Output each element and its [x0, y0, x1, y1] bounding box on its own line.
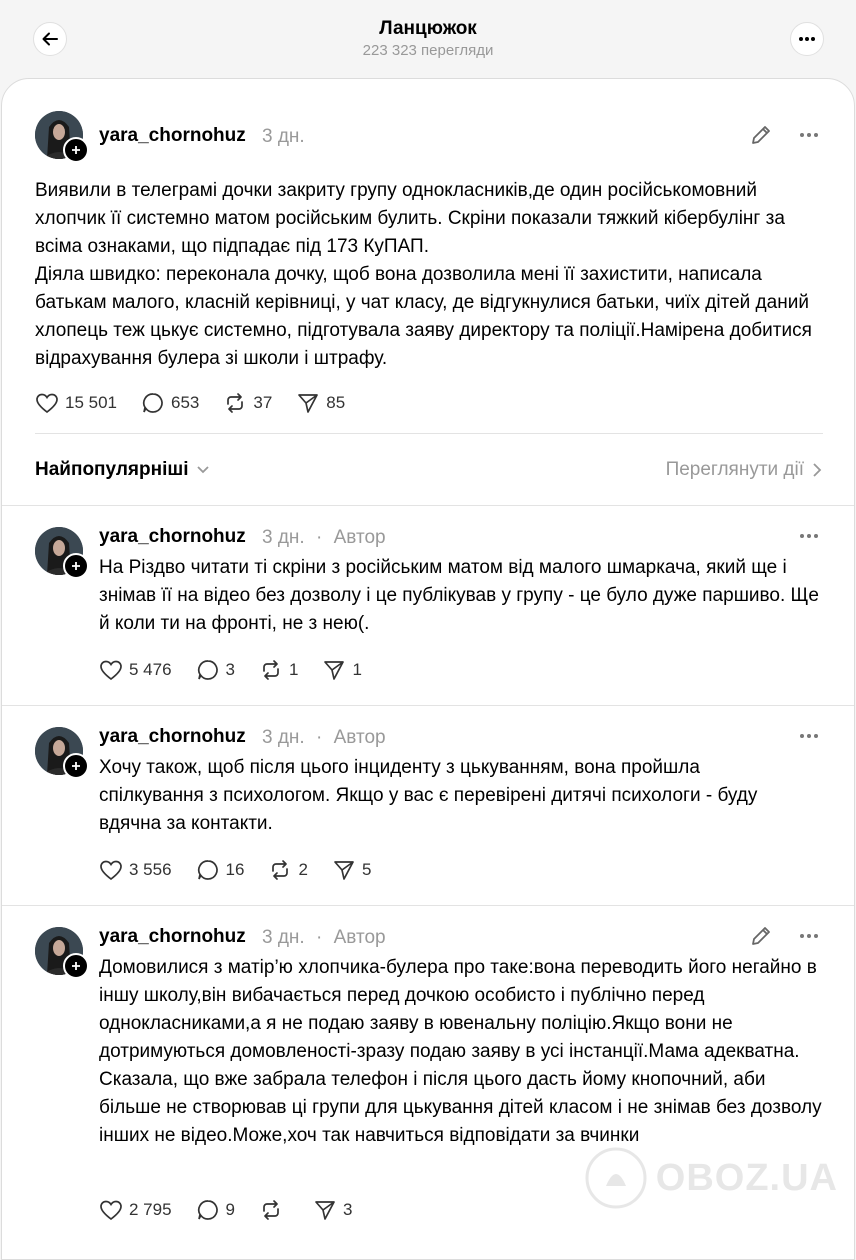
- top-bar: [0, 0, 856, 78]
- comment-icon: [196, 858, 220, 882]
- username[interactable]: yara_chornohuz: [99, 926, 246, 947]
- follow-plus-icon[interactable]: [63, 137, 89, 163]
- chevron-down-icon: [196, 465, 210, 475]
- share-button[interactable]: [313, 1198, 352, 1222]
- comment-icon: [196, 658, 220, 682]
- repost-icon: [259, 658, 283, 682]
- send-icon: [322, 658, 346, 682]
- send-icon: [296, 391, 320, 415]
- likes-count: 15 501: [65, 393, 117, 412]
- share-button[interactable]: [322, 658, 361, 682]
- heart-icon: [99, 1199, 123, 1221]
- send-icon: [313, 1198, 337, 1222]
- reply-time: 3 дн.: [262, 927, 305, 948]
- author-badge: Автор: [333, 927, 386, 948]
- username[interactable]: yara_chornohuz: [99, 726, 246, 747]
- post-text: [35, 177, 825, 373]
- comment-icon: [141, 391, 165, 415]
- reply-time: 3 дн.: [262, 527, 305, 548]
- repost-button[interactable]: [268, 858, 307, 882]
- username[interactable]: yara_chornohuz: [99, 125, 246, 146]
- reposts-count: 1: [289, 660, 299, 679]
- comments-count: 16: [225, 860, 245, 879]
- author-badge: Автор: [333, 527, 386, 548]
- reply-text: Хочу також, щоб після цього інциденту з цькуванням, вона пройшла спілкування з психологом. Якщо у вас є перевірені дитячі психологи - буду вдячна за контакти.: [99, 757, 758, 834]
- like-button[interactable]: [99, 859, 172, 881]
- repost-button[interactable]: [259, 658, 298, 682]
- reposts-count: 37: [253, 393, 273, 412]
- oboz-watermark: [584, 1146, 838, 1210]
- more-icon[interactable]: [799, 933, 819, 939]
- view-actions-link[interactable]: [666, 459, 822, 481]
- reposts-count: 2: [298, 860, 308, 879]
- like-button[interactable]: [99, 659, 172, 681]
- repost-icon: [223, 391, 247, 415]
- comments-count: 9: [225, 1200, 236, 1219]
- view-actions-label: Переглянути дії: [665, 459, 804, 480]
- reply-actions: [99, 858, 395, 882]
- reply-meta: [262, 527, 386, 549]
- comment-button[interactable]: [196, 1198, 235, 1222]
- comment-button[interactable]: [196, 858, 245, 882]
- repost-button[interactable]: [259, 1198, 289, 1222]
- follow-plus-icon[interactable]: [63, 753, 89, 779]
- post-paragraph: Діяла швидко: переконала дочку, щоб вона дозволила мені її захистити, написала батькам малого, класній керівниці, у чат класу, де відгукнулися батьки, чиїх дітей даний хлопець теж цькує системно, підготувала заяву директору та поліції.Намірена добитися відрахування булера зі школи і штрафу.: [35, 264, 812, 369]
- post-paragraph: Виявили в телеграмі дочки закриту групу однокласників,де один російськомовний хлопчик її системно матом російським булить. Скріни показали тяжкий кібербулінг за всіма ознаками, що підпадає під 173 КуПАП.: [35, 180, 785, 257]
- heart-icon: [99, 859, 123, 881]
- post-actions: [35, 391, 369, 415]
- send-icon: [332, 858, 356, 882]
- shares-count: 5: [361, 860, 372, 879]
- shares-count: 85: [326, 393, 346, 412]
- oboz-logo-icon: [584, 1146, 648, 1210]
- comment-button[interactable]: [196, 658, 235, 682]
- comments-count: 653: [171, 393, 200, 412]
- like-button[interactable]: [35, 392, 117, 414]
- likes-count: 2 795: [129, 1200, 172, 1219]
- chevron-right-icon: [812, 462, 822, 478]
- repost-button[interactable]: [223, 391, 272, 415]
- main-post: [2, 79, 854, 499]
- likes-count: 5 476: [129, 660, 172, 679]
- reply-text: На Різдво читати ті скріни з російським матом від малого шмаркача, який ще і знімав її на відео без дозволу і це публікував у групу - це було дуже паршиво. Ще й коли ти на фронті, не з нею(.: [99, 557, 819, 634]
- edit-icon[interactable]: [749, 924, 773, 948]
- reply-post: [2, 506, 854, 704]
- comment-icon: [196, 1198, 220, 1222]
- watermark-text: OBOZ.UA: [655, 1156, 838, 1199]
- repost-icon: [268, 858, 292, 882]
- share-button[interactable]: [296, 391, 345, 415]
- shares-count: 3: [343, 1200, 353, 1219]
- author-badge: Автор: [333, 727, 386, 748]
- share-button[interactable]: [332, 858, 371, 882]
- thread-card: [1, 78, 855, 1260]
- follow-plus-icon[interactable]: [63, 953, 89, 979]
- sort-dropdown[interactable]: [35, 459, 210, 481]
- reply-meta: [262, 727, 386, 749]
- meta-dot: ·: [316, 927, 323, 948]
- heart-icon: [99, 659, 123, 681]
- heart-icon: [35, 392, 59, 414]
- meta-dot: ·: [316, 527, 323, 548]
- comments-count: 3: [225, 660, 236, 679]
- likes-count: 3 556: [129, 860, 172, 879]
- post-time: 3 дн.: [262, 126, 305, 147]
- reply-time: 3 дн.: [262, 727, 305, 748]
- more-options-button[interactable]: [790, 22, 824, 56]
- shares-count: 1: [352, 660, 362, 679]
- sort-bar: [2, 457, 854, 487]
- reply-actions: [99, 658, 386, 682]
- reply-text: Домовилися з матір’ю хлопчика-булера про таке:вона переводить його негайно в іншу школу,він вибачається перед дочкою особисто і публічно перед однокласниками,а я не подаю заяву в ювенальну поліцію.Якщо вони не дотримуються домовленості-зразу подаю заяву в усі інстанції.Мама адекватна. Сказала, що вже забрала телефон і після цього дасть йому кнопочний, аби більше не створював ці групи для цькування дітей класом і не знімав без дозволу інших не відео.Може,хоч так навчиться відповідати за вчинки: [99, 957, 822, 1146]
- reply-meta: [262, 927, 386, 949]
- edit-icon[interactable]: [749, 123, 773, 147]
- sort-label: Найпопулярніші: [35, 459, 189, 480]
- more-icon[interactable]: [799, 733, 819, 739]
- more-icon: [798, 36, 816, 42]
- follow-plus-icon[interactable]: [63, 553, 89, 579]
- meta-dot: ·: [316, 727, 323, 748]
- more-icon[interactable]: [799, 533, 819, 539]
- reply-post: [2, 706, 854, 904]
- divider: [35, 433, 823, 434]
- like-button[interactable]: [99, 1199, 172, 1221]
- page-title: Ланцюжок: [379, 18, 477, 39]
- more-icon[interactable]: [799, 132, 819, 138]
- reply-actions: [99, 1198, 376, 1222]
- username[interactable]: yara_chornohuz: [99, 526, 246, 547]
- views-count: 223 323 перегляди: [362, 42, 494, 59]
- comment-button[interactable]: [141, 391, 199, 415]
- repost-icon: [259, 1198, 283, 1222]
